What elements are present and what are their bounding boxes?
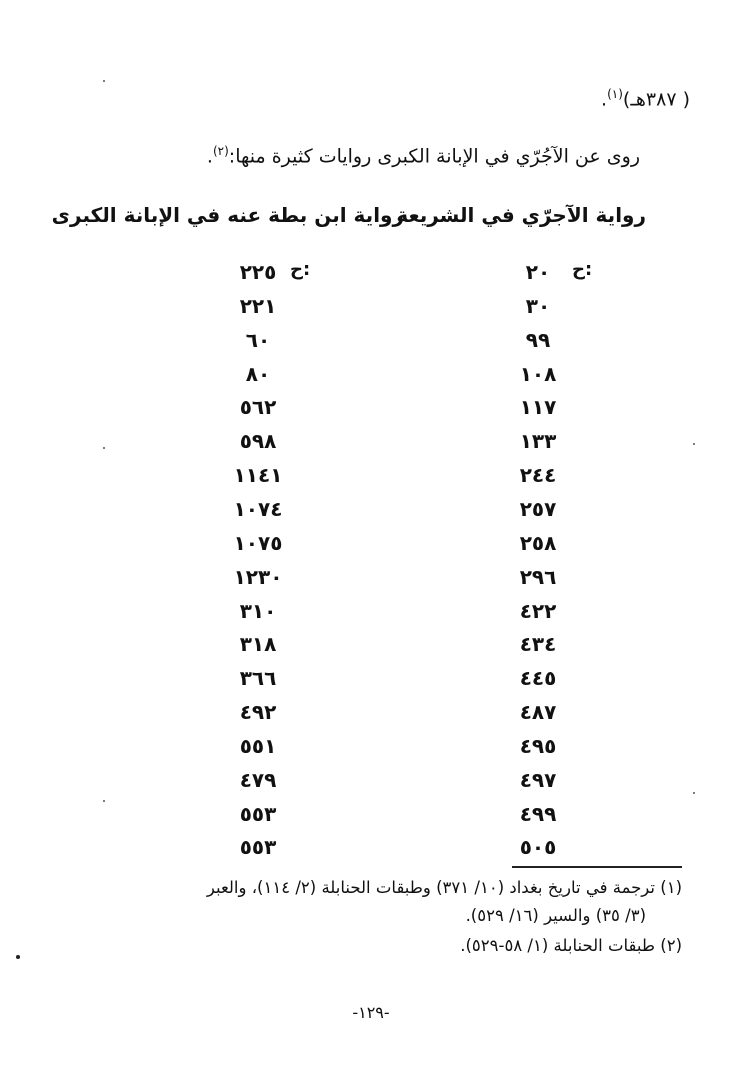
intro-text: روى عن الآجُرّي في الإبانة الكبرى روايات كثيرة منها [235, 145, 640, 168]
table-cell-ajurri: ٢٤٤ [519, 463, 557, 487]
footnote-separator [512, 866, 682, 868]
hadith-label-col1: ح: [572, 259, 593, 280]
table-cell-ajurri: ٢٩٦ [519, 565, 557, 589]
table-cell-ibn-batta: ٢٢١ [239, 294, 277, 318]
header-date: ( ٣٨٧هـ) [622, 88, 690, 111]
scan-speck [16, 955, 20, 959]
table-cell-ibn-batta: ٤٩٢ [239, 700, 277, 724]
table-cell-ibn-batta: ٥٩٨ [239, 429, 277, 453]
footnote-1-line-1: (١) ترجمة في تاريخ بغداد (١٠/ ٣٧١) وطبقات الحنابلة (٢/ ١١٤)، والعبر [206, 878, 682, 897]
table-cell-ibn-batta: ٨٠ [245, 362, 271, 386]
header-line [601, 88, 690, 109]
column-header-ibn-batta: رواية ابن بطة عنه في الإبانة الكبرى [51, 203, 404, 227]
table-cell-ajurri: ٤٣٤ [519, 632, 557, 656]
table-cell-ibn-batta: ٥٥٣ [239, 835, 277, 859]
footnote-1-line-2: (٣/ ٣٥) والسير (١٦/ ٥٢٩). [465, 906, 646, 925]
table-cell-ibn-batta: ٣١٠ [239, 599, 277, 623]
intro-period: . [206, 145, 213, 168]
column-header-ajurri: رواية الآجرّي في الشريعة [396, 203, 646, 227]
table-cell-ajurri: ٤٤٥ [519, 666, 557, 690]
table-cell-ibn-batta: ٥٥٣ [239, 802, 277, 826]
table-cell-ibn-batta: ٥٦٢ [239, 395, 277, 419]
header-period: . [601, 88, 608, 111]
footnote-2: (٢) طبقات الحنابلة (١/ ٥٨-٥٢٩). [460, 936, 682, 955]
table-cell-ajurri: ٢٥٧ [519, 497, 557, 521]
footnote-ref-2: (٢) [212, 144, 229, 158]
table-cell-ajurri: ٤٢٢ [519, 599, 557, 623]
footnote-ref-1: (١) [607, 87, 623, 101]
table-cell-ibn-batta: ٣٦٦ [239, 666, 277, 690]
scan-speck [103, 80, 105, 82]
table-cell-ibn-batta: ١٠٧٥ [233, 531, 283, 555]
table-cell-ibn-batta: ١١٤١ [233, 463, 283, 487]
table-cell-ibn-batta: ١٢٣٠ [233, 565, 283, 589]
scan-speck [103, 447, 105, 449]
table-cell-ajurri: ٤٨٧ [519, 700, 557, 724]
hadith-label-col2: ح: [290, 259, 311, 280]
table-cell-ibn-batta: ٣١٨ [239, 632, 277, 656]
table-cell-ibn-batta: ٥٥١ [239, 734, 277, 758]
scan-speck [693, 443, 695, 445]
table-cell-ajurri: ١١٧ [519, 395, 557, 419]
table-cell-ibn-batta: ٤٧٩ [239, 768, 277, 792]
page-number: -١٢٩- [352, 1003, 390, 1022]
table-cell-ibn-batta: ٢٢٥ [239, 260, 277, 284]
table-cell-ibn-batta: ١٠٧٤ [233, 497, 283, 521]
intro-paragraph [207, 145, 640, 166]
table-cell-ajurri: ٢٠ [525, 260, 551, 284]
table-cell-ajurri: ١٣٣ [519, 429, 557, 453]
table-cell-ajurri: ٤٩٧ [519, 768, 557, 792]
table-cell-ajurri: ٢٥٨ [519, 531, 557, 555]
table-cell-ajurri: ٤٩٩ [519, 802, 557, 826]
table-cell-ajurri: ٤٩٥ [519, 734, 557, 758]
table-cell-ajurri: ٥٠٥ [519, 835, 557, 859]
intro-colon: : [228, 145, 236, 168]
table-cell-ibn-batta: ٦٠ [245, 328, 271, 352]
table-cell-ajurri: ٣٠ [525, 294, 551, 318]
table-cell-ajurri: ١٠٨ [519, 362, 557, 386]
scan-speck [103, 800, 105, 802]
scan-speck [693, 792, 695, 794]
table-cell-ajurri: ٩٩ [525, 328, 551, 352]
